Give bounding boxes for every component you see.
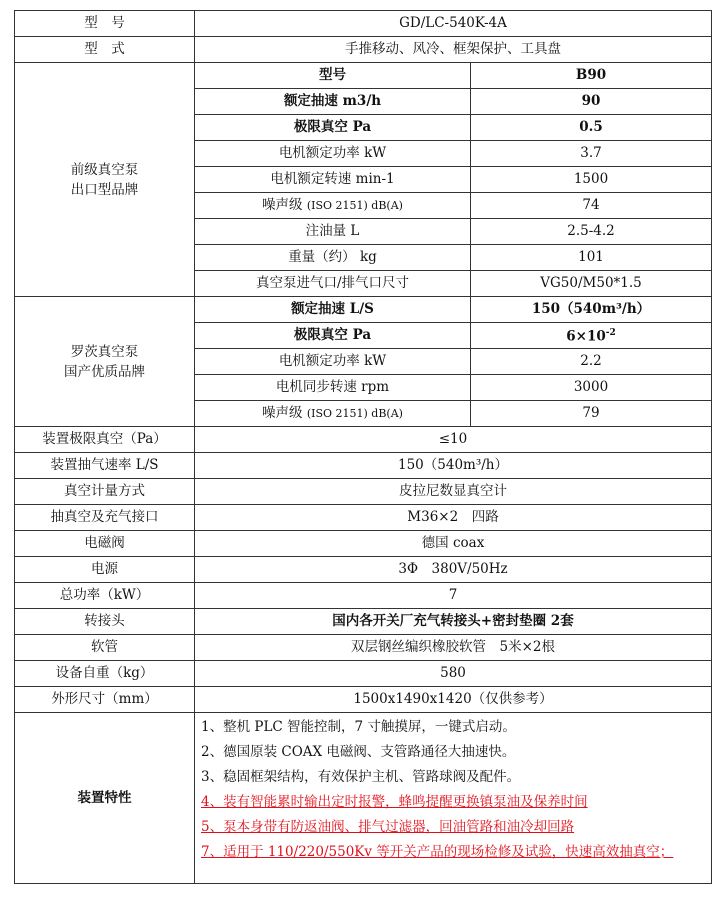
spec-row [15,557,712,583]
front-pump-spec-name: 型号 [195,63,471,89]
model-label: 型 号 [15,11,195,37]
spec-value: 580 [195,661,712,687]
front-pump-spec-value: VG50/M50*1.5 [471,271,712,297]
spec-label: 设备自重（kg） [15,661,195,687]
spec-row [15,635,712,661]
front-pump-spec-value: 90 [471,89,712,115]
spec-row [15,453,712,479]
roots-pump-label: 罗茨真空泵 国产优质品牌 [15,297,195,427]
spec-row [15,583,712,609]
spec-label: 装置抽气速率 L/S [15,453,195,479]
form-label: 型 式 [15,37,195,63]
roots-pump-spec-name: 电机同步转速 rpm [195,375,471,401]
noise-unit: (ISO 2151) dB(A) [306,407,403,420]
spec-value: 7 [195,583,712,609]
roots-pump-spec-value: 150（540m³/h） [471,297,712,323]
spec-value: 德国 coax [195,531,712,557]
spec-value: 国内各开关厂充气转接头+密封垫圈 2套 [195,609,712,635]
spec-label: 转接头 [15,609,195,635]
front-pump-spec-name: 极限真空 Pa [195,115,471,141]
roots-pump-row [15,297,712,323]
spec-row [15,427,712,453]
spec-value: 皮拉尼数显真空计 [195,479,712,505]
front-pump-spec-name: 电机额定功率 kW [195,141,471,167]
spec-value: 双层钢丝编织橡胶软管 5米×2根 [195,635,712,661]
front-pump-spec-value: 0.5 [471,115,712,141]
feature-item-highlight: 5、泵本身带有防返油阀、排气过滤器，回油管路和油冷却回路 [201,819,575,835]
front-pump-spec-name: 电机额定转速 min-1 [195,167,471,193]
spec-row [15,609,712,635]
spec-table [14,10,712,884]
spec-value: ≤10 [195,427,712,453]
spec-value: 150（540m³/h） [195,453,712,479]
front-pump-spec-name: 额定抽速 m3/h [195,89,471,115]
spec-row [15,687,712,713]
front-pump-spec-name: 真空泵进气口/排气口尺寸 [195,271,471,297]
roots-pump-spec-name: 噪声级 (ISO 2151) dB(A) [195,401,471,427]
front-pump-spec-value: 101 [471,245,712,271]
spec-label: 装置极限真空（Pa） [15,427,195,453]
roots-pump-spec-value: $6\times 10^{-2}$ [471,323,712,349]
front-pump-spec-value: 74 [471,193,712,219]
roots-pump-spec-name: 电机额定功率 kW [195,349,471,375]
front-pump-row [15,63,712,89]
spec-row [15,505,712,531]
spec-row [15,531,712,557]
feature-item-highlight: 4、装有智能累时输出定时报警，蜂鸣提醒更换镇泵油及保养时间 [201,794,588,810]
feature-item-highlight: 7、适用于 110/220/550Kv 等开关产品的现场检修及试验，快速高效抽真空； [201,844,674,860]
spec-label: 电磁阀 [15,531,195,557]
front-pump-spec-name: 噪声级 (ISO 2151) dB(A) [195,193,471,219]
model-value: GD/LC-540K-4A [195,11,712,37]
features-row [15,713,712,884]
spec-label: 抽真空及充气接口 [15,505,195,531]
front-pump-spec-name: 重量（约） kg [195,245,471,271]
form-value: 手推移动、风冷、框架保护、工具盘 [195,37,712,63]
front-pump-spec-value: B90 [471,63,712,89]
model-row [15,11,712,37]
spec-label: 软管 [15,635,195,661]
front-pump-label: 前级真空泵 出口型品牌 [15,63,195,297]
feature-item: 1、整机 PLC 智能控制，7 寸触摸屏，一键式启动。 [201,719,516,735]
spec-value: 1500x1490x1420（仅供参考） [195,687,712,713]
spec-row [15,661,712,687]
roots-pump-spec-value: 79 [471,401,712,427]
form-row [15,37,712,63]
features-label: 装置特性 [15,713,195,884]
front-pump-spec-value: 2.5-4.2 [471,219,712,245]
spec-label: 真空计量方式 [15,479,195,505]
feature-item: 3、稳固框架结构，有效保护主机、管路球阀及配件。 [201,769,521,785]
spec-value: 3Φ 380V/50Hz [195,557,712,583]
spec-label: 总功率（kW） [15,583,195,609]
roots-pump-spec-value: 2.2 [471,349,712,375]
spec-value: M36×2 四路 [195,505,712,531]
features-list [195,713,712,884]
roots-pump-spec-name: 额定抽速 L/S [195,297,471,323]
spec-row [15,479,712,505]
spec-label: 电源 [15,557,195,583]
front-pump-spec-name: 注油量 L [195,219,471,245]
spec-sheet [14,10,712,884]
spec-label: 外形尺寸（mm） [15,687,195,713]
front-pump-spec-value: 1500 [471,167,712,193]
roots-pump-spec-value: 3000 [471,375,712,401]
front-pump-spec-value: 3.7 [471,141,712,167]
noise-unit: (ISO 2151) dB(A) [306,199,403,212]
feature-item: 2、德国原装 COAX 电磁阀、支管路通径大抽速快。 [201,744,516,760]
roots-pump-spec-name: 极限真空 Pa [195,323,471,349]
